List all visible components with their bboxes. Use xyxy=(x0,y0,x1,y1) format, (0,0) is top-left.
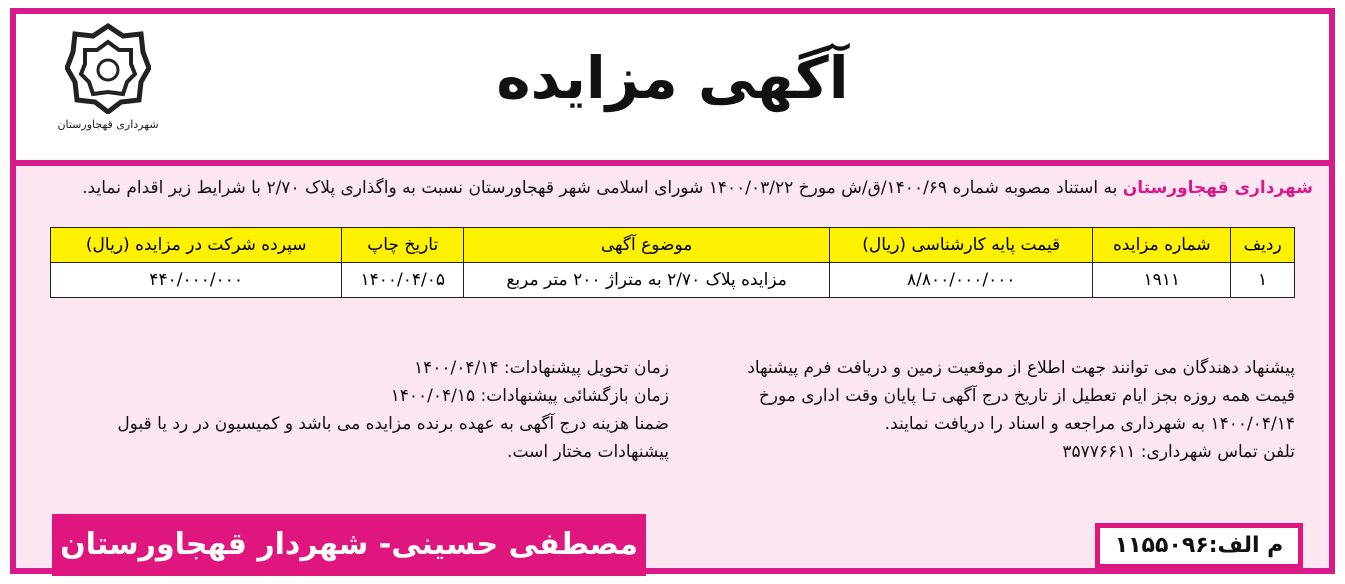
notes-left-column xyxy=(59,354,669,466)
contact-phone: تلفن تماس شهرداری: ۳۵۷۷۶۶۱۱ xyxy=(1062,442,1295,462)
table-row xyxy=(51,263,1295,298)
notice-title: آگهی مزایده xyxy=(496,44,849,112)
cell-subject: مزایده پلاک ۲/۷۰ به متراژ ۲۰۰ متر مربع xyxy=(464,263,830,298)
mayor-signature-banner: مصطفی حسینی- شهردار قهجاورستان xyxy=(52,514,646,576)
intro-text: به استناد مصوبه شماره ۱۴۰۰/۶۹/ق/ش مورخ ۱۴۰۰/۰۳/۲۲ شورای اسلامی شهر قهجاورستان نسبت به واگذاری پلاک ۲/۷۰ با شرایط زیر اقدام نماید. xyxy=(82,178,1123,198)
notes-right-column xyxy=(675,354,1295,466)
logo-caption: شهرداری قهجاورستان xyxy=(57,118,159,131)
intro-municipality-name: شهرداری قهجاورستان xyxy=(1122,178,1313,198)
submission-deadline: زمان تحویل پیشنهادات: ۱۴۰۰/۰۴/۱۴ xyxy=(414,358,669,378)
intro-paragraph xyxy=(32,178,1313,198)
cell-row-number: ۱ xyxy=(1231,263,1295,298)
table-header-row xyxy=(51,228,1295,263)
cell-deposit: ۴۴۰/۰۰۰/۰۰۰ xyxy=(51,263,342,298)
cell-print-date: ۱۴۰۰/۰۴/۰۵ xyxy=(342,263,464,298)
header-row-number: ردیف xyxy=(1231,228,1295,263)
notice-header xyxy=(16,14,1329,166)
notice-frame xyxy=(10,8,1335,574)
header-base-price: قیمت پایه کارشناسی (ریال) xyxy=(830,228,1093,263)
reference-number-box: م الف:۱۱۵۵۰۹۶ xyxy=(1095,523,1303,569)
note-line: پیشنهادات مختار است. xyxy=(507,442,669,462)
note-line: ۱۴۰۰/۰۴/۱۴ به شهرداری مراجعه و اسناد را دریافت نمایند. xyxy=(884,414,1295,434)
header-auction-number: شماره مزایده xyxy=(1093,228,1231,263)
note-line: قیمت همه روزه بجز ایام تعطیل از تاریخ درج آگهی تـا پایان وقت اداری مورخ xyxy=(758,386,1295,406)
note-line: پیشنهاد دهندگان می توانند جهت اطلاع از موقعیت زمین و دریافت فرم پیشنهاد xyxy=(747,358,1295,378)
auction-table xyxy=(50,227,1295,298)
header-print-date: تاریخ چاپ xyxy=(342,228,464,263)
cell-base-price: ۸/۸۰۰/۰۰۰/۰۰۰ xyxy=(830,263,1093,298)
cell-auction-number: ۱۹۱۱ xyxy=(1093,263,1231,298)
opening-date: زمان بازگشائی پیشنهادات: ۱۴۰۰/۰۴/۱۵ xyxy=(390,386,669,406)
header-deposit: سپرده شرکت در مزایده (ریال) xyxy=(51,228,342,263)
note-line: ضمنا هزینه درج آگهی به عهده برنده مزایده می باشد و کمیسیون در رد یا قبول xyxy=(117,414,669,434)
header-subject: موضوع آگهی xyxy=(464,228,830,263)
